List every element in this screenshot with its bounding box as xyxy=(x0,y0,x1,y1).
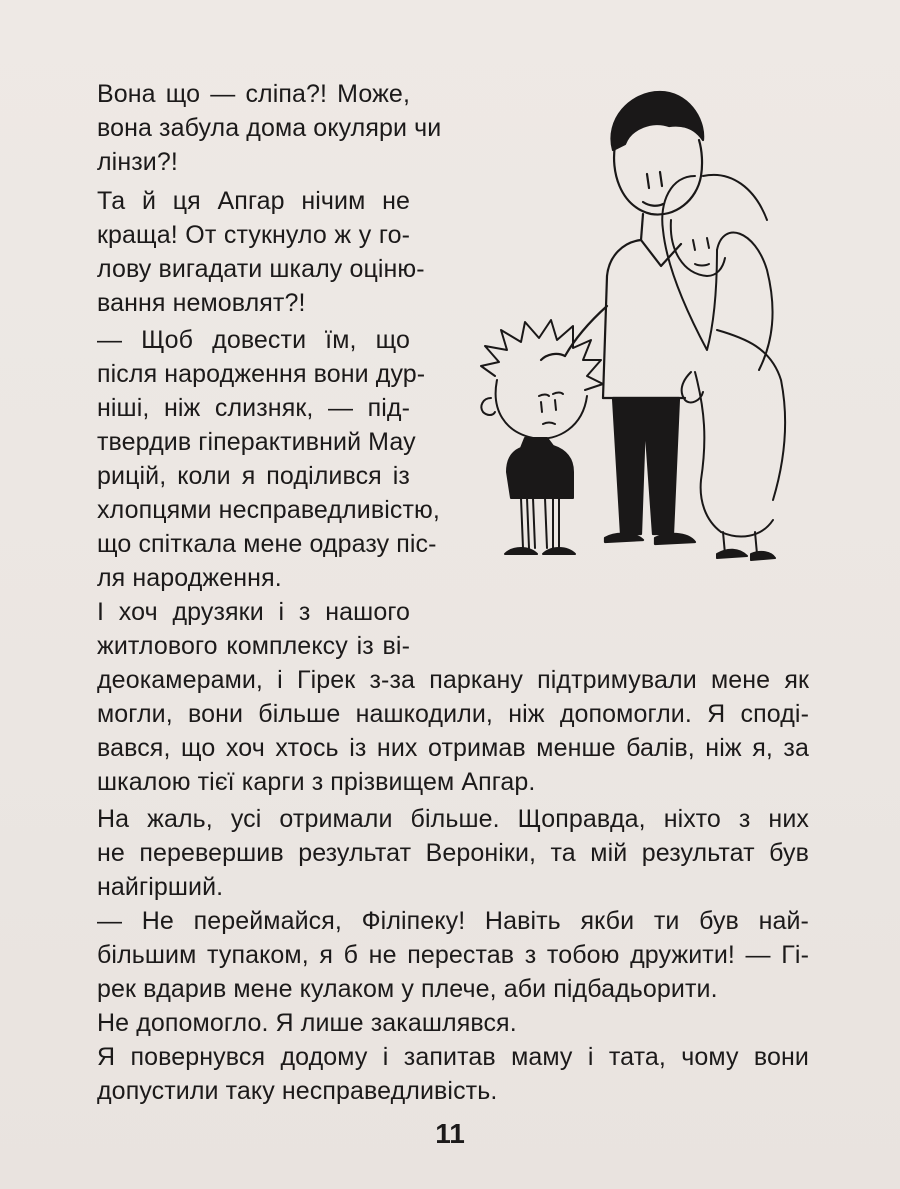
text-line: Та й ця Апгар нічим не xyxy=(97,187,410,215)
text-line: На жаль, усі отримали більше. Щоправда, ніхто з них xyxy=(97,805,809,833)
text-line: не перевершив результат Вероніки, та мій результат був xyxy=(97,839,809,867)
text-line: краща! От стукнуло ж у го- xyxy=(97,221,410,249)
text-line: рек вдарив мене кулаком у плече, аби підбадьорити. xyxy=(97,975,718,1003)
text-line: рицій, коли я поділився із xyxy=(97,462,410,490)
text-line: деокамерами, і Гірек з-за паркану підтримували мене як xyxy=(97,666,809,694)
text-line: ніші, ніж слизняк, — під- xyxy=(97,394,410,422)
text-line: вання немовлят?! xyxy=(97,289,306,317)
text-line: — Щоб довести їм, що xyxy=(97,326,410,354)
text-line: шкалою тієї карги з прізвищем Апгар. xyxy=(97,768,536,796)
boy-figure xyxy=(481,320,603,554)
text-line: Не допомогло. Я лише закашлявся. xyxy=(97,1009,517,1037)
text-line: допустили таку несправедливість. xyxy=(97,1077,498,1105)
text-line: твердив гіперактивний Мау xyxy=(97,428,416,456)
text-line: більшим тупаком, я б не перестав з тобою дружити! — Гі- xyxy=(97,941,809,969)
text-line: І хоч друзяки і з нашого xyxy=(97,598,410,626)
text-line: вона забула дома окуляри чи xyxy=(97,114,442,142)
text-line: хлопцями несправедливістю, xyxy=(97,496,440,524)
text-line: що спіткала мене одразу піс- xyxy=(97,530,437,558)
text-line: вався, що хоч хтось із них отримав менше балів, ніж я, за xyxy=(97,734,809,762)
text-line: Вона що — сліпа?! Може, xyxy=(97,80,410,108)
text-line: найгірший. xyxy=(97,873,224,901)
page-number: 11 xyxy=(435,1118,465,1149)
mother-figure xyxy=(662,175,785,560)
text-line: могли, вони більше нашкодили, ніж допомогли. Я споді- xyxy=(97,700,809,728)
text-line: ля народження. xyxy=(97,564,282,592)
text-line: — Не переймайся, Філіпеку! Навіть якби ти був най- xyxy=(97,907,809,935)
text-line: після народження вони дур- xyxy=(97,360,426,388)
text-line: лову вигадати шкалу оціню- xyxy=(97,255,425,283)
text-line: житлового комплексу із ві- xyxy=(97,632,410,660)
text-line: Я повернувся додому і запитав маму і тата, чому вони xyxy=(97,1043,809,1071)
text-line: лінзи?! xyxy=(97,148,178,176)
family-illustration-icon xyxy=(455,80,795,570)
